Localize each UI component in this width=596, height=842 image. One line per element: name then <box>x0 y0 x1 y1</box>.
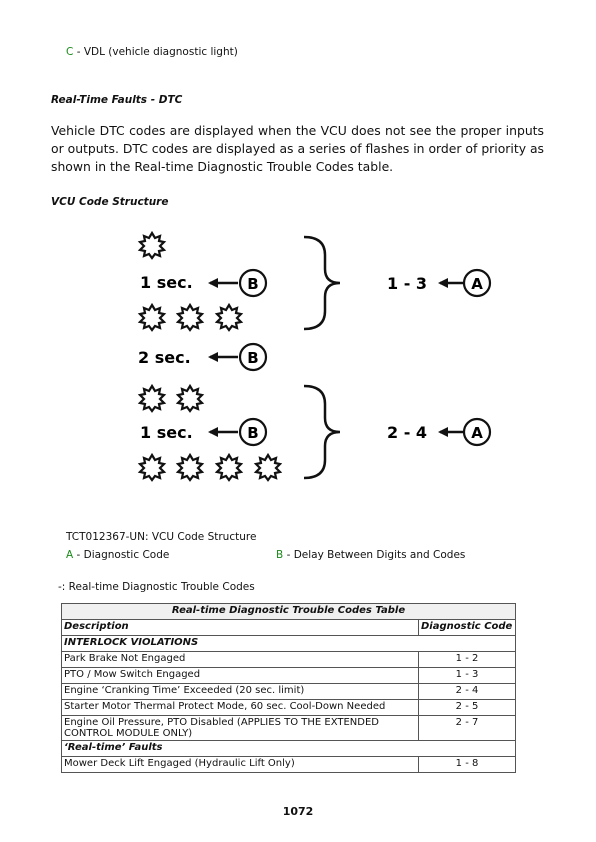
row-code: 2 - 7 <box>419 716 516 741</box>
table-row <box>62 700 516 716</box>
svg-text:A: A <box>471 275 483 293</box>
flash-icon <box>140 455 164 480</box>
flash-icon <box>178 455 202 480</box>
code-bottom: 2 - 4 <box>387 423 428 442</box>
vcu-code-structure-diagram <box>0 225 596 495</box>
callout-a-bottom <box>438 419 490 445</box>
section-heading: Real-Time Faults - DTC <box>51 94 183 106</box>
row-code: 1 - 3 <box>419 668 516 684</box>
flash-icon <box>140 233 164 258</box>
row-description: Mower Deck Lift Engaged (Hydraulic Lift Only) <box>62 757 419 773</box>
svg-text:B: B <box>247 275 259 293</box>
brace-bottom <box>304 386 340 478</box>
row-code: 1 - 2 <box>419 652 516 668</box>
legend-c-text: - VDL (vehicle diagnostic light) <box>76 46 238 58</box>
structure-heading: VCU Code Structure <box>51 196 169 208</box>
table-caption: -: Real-time Diagnostic Trouble Codes <box>58 581 255 593</box>
column-header-description: Description <box>62 620 419 636</box>
legend-c-letter: C <box>66 46 74 58</box>
svg-text:A: A <box>471 424 483 442</box>
row-description: Engine Oil Pressure, PTO Disabled (APPLIES TO THE EXTENDED CONTROL MODULE ONLY) <box>62 716 419 741</box>
flash-icon <box>256 455 280 480</box>
page-number: 1072 <box>282 805 314 818</box>
table-row <box>62 757 516 773</box>
section-row-realtime: ‘Real-time’ Faults <box>62 741 516 757</box>
flash-icon <box>217 305 241 330</box>
flash-icon <box>140 305 164 330</box>
flash-icon <box>178 386 202 411</box>
row-code: 1 - 8 <box>419 757 516 773</box>
legend-b-text: - Delay Between Digits and Codes <box>286 549 466 561</box>
code-top: 1 - 3 <box>387 274 428 293</box>
label-2sec: 2 sec. <box>138 348 191 367</box>
table-row <box>62 716 516 741</box>
table-row <box>62 668 516 684</box>
legend-b <box>276 549 465 561</box>
table-title: Real-time Diagnostic Trouble Codes Table <box>62 604 516 620</box>
flash-icon <box>217 455 241 480</box>
callout-a-top <box>438 270 490 296</box>
column-header-code: Diagnostic Code <box>419 620 516 636</box>
callout-b-top <box>208 270 266 296</box>
brace-top <box>304 237 340 329</box>
row-description: Starter Motor Thermal Protect Mode, 60 sec. Cool-Down Needed <box>62 700 419 716</box>
row-description: Engine ‘Cranking Time’ Exceeded (20 sec. limit) <box>62 684 419 700</box>
legend-a <box>66 549 169 561</box>
row-description: Park Brake Not Engaged <box>62 652 419 668</box>
dtc-table <box>61 603 516 773</box>
section-row-interlock: INTERLOCK VIOLATIONS <box>62 636 516 652</box>
callout-b-bottom <box>208 419 266 445</box>
label-1sec-bottom: 1 sec. <box>140 423 193 442</box>
row-description: PTO / Mow Switch Engaged <box>62 668 419 684</box>
legend-b-letter: B <box>276 549 284 561</box>
flash-icon <box>178 305 202 330</box>
flash-icon <box>140 386 164 411</box>
legend-c <box>66 46 238 58</box>
figure-caption: TCT012367-UN: VCU Code Structure <box>66 531 257 543</box>
legend-a-text: - Diagnostic Code <box>76 549 170 561</box>
svg-text:B: B <box>247 349 259 367</box>
row-code: 2 - 5 <box>419 700 516 716</box>
svg-text:B: B <box>247 424 259 442</box>
label-1sec-top: 1 sec. <box>140 273 193 292</box>
table-row <box>62 652 516 668</box>
table-row <box>62 684 516 700</box>
legend-a-letter: A <box>66 549 74 561</box>
intro-paragraph: Vehicle DTC codes are displayed when the VCU does not see the proper inputs or outputs. DTC codes are displayed as a series of flashes in order of priority as shown in the Real-time Diagnostic Trouble Codes table. <box>51 123 545 174</box>
callout-b-middle <box>208 344 266 370</box>
row-code: 2 - 4 <box>419 684 516 700</box>
